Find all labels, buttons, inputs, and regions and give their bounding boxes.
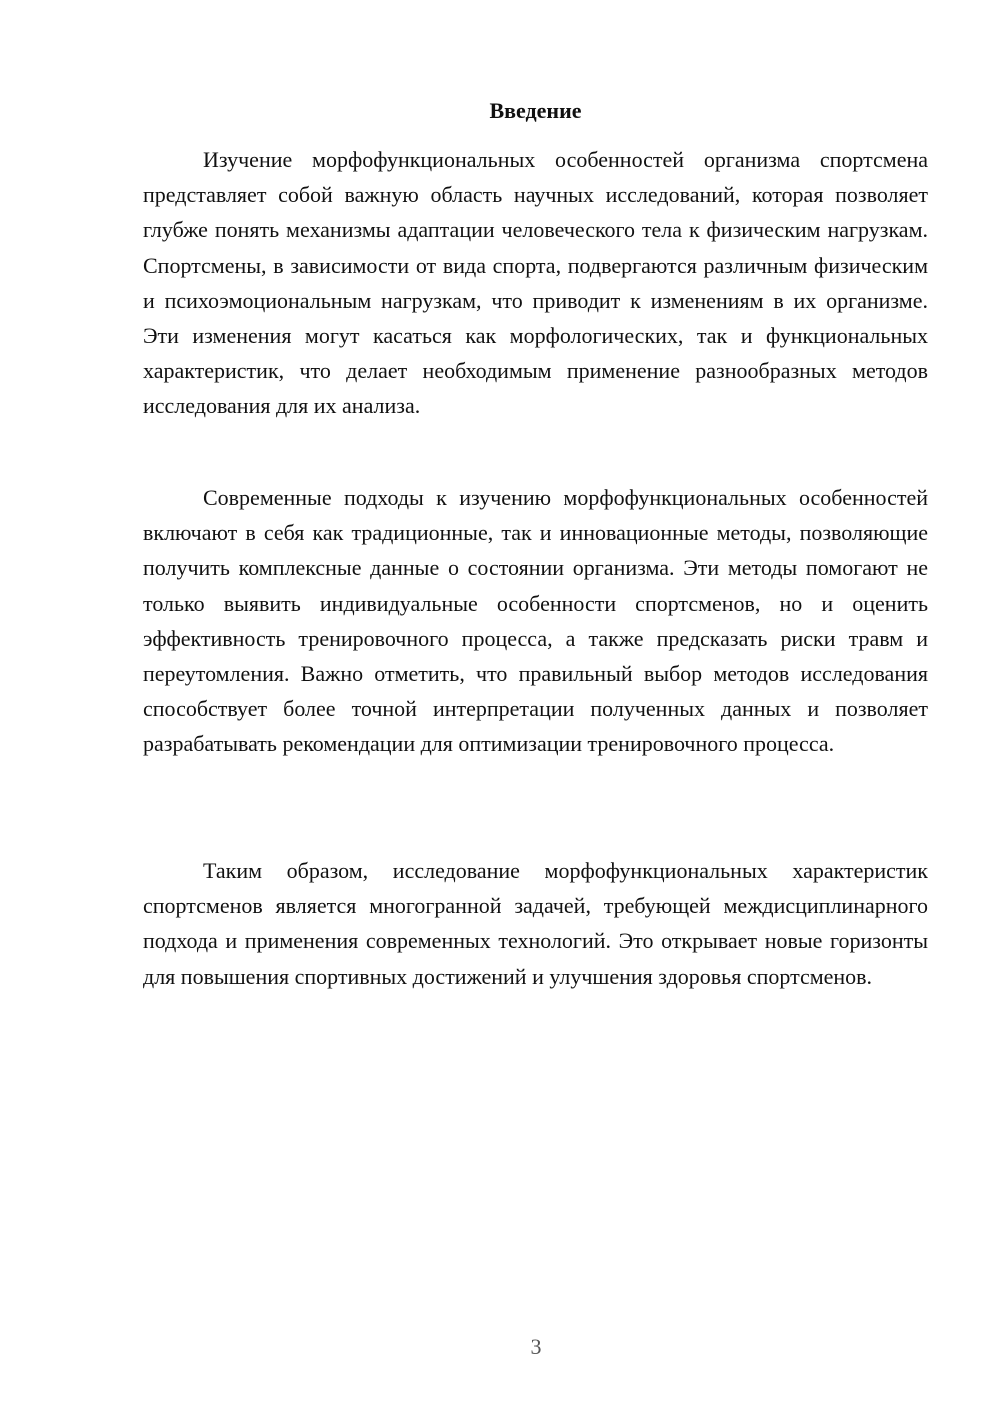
- paragraph-2: Современные подходы к изучению морфофункциональных особенностей включают в себя как традиционные, так и инновационные методы, позволяющие получить комплексные данные о состоянии организма. Эти методы помогают не только выявить индивидуальные особенности спортсменов, но и оценить эффективность тренировочного процесса, а также предсказать риски травм и переутомления. Важно отметить, что правильный выбор методов исследования способствует более точной интерпретации полученных данных и позволяет разрабатывать рекомендации для оптимизации тренировочного процесса.: [143, 485, 928, 757]
- section-heading: Введение: [489, 98, 582, 123]
- paragraph-3: Таким образом, исследование морфофункциональных характеристик спортсменов является многогранной задачей, требующей междисциплинарного подхода и применения современных технологий. Это открывает новые горизонты для повышения спортивных достижений и улучшения здоровья спортсменов.: [143, 858, 928, 989]
- paragraph-1: Изучение морфофункциональных особенностей организма спортсмена представляет собой важную область научных исследований, которая позволяет глубже понять механизмы адаптации человеческого тела к физическим нагрузкам. Спортсмены, в зависимости от вида спорта, подвергаются различным физическим и психоэмоциональным нагрузкам, что приводит к изменениям в их организме. Эти изменения могут касаться как морфологических, так и функциональных характеристик, что делает необходимым применение разнообразных методов исследования для их анализа.: [143, 147, 928, 419]
- page-number: 3: [530, 1334, 542, 1359]
